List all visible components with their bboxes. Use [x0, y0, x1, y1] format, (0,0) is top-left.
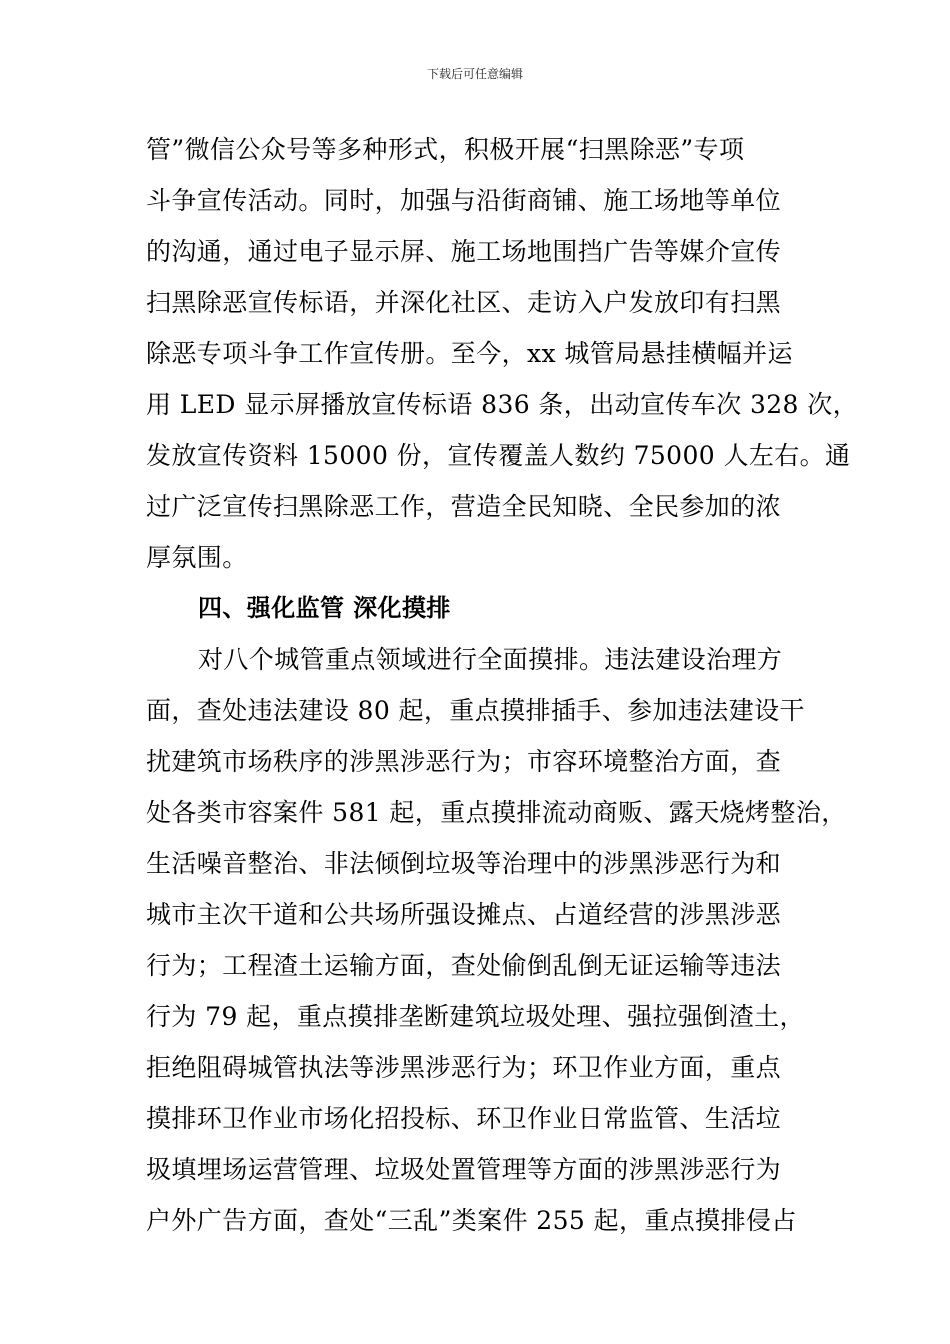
text-line: 过广泛宣传扫黑除恶工作，营造全民知晓、全民参加的浓	[146, 492, 782, 521]
text-line: 户外广告方面，查处“三乱”类案件 255 起，重点摸排侵占	[146, 1206, 797, 1235]
text-line: 除恶专项斗争工作宣传册。至今，xx 城管局悬挂横幅并运	[146, 339, 793, 368]
text-line: 斗争宣传活动。同时，加强与沿街商铺、施工场地等单位	[146, 186, 782, 215]
text-line: 圾填埋场运营管理、垃圾处置管理等方面的涉黑涉恶行为	[146, 1155, 782, 1184]
text-line: 生活噪音整治、非法倾倒垃圾等治理中的涉黑涉恶行为和	[146, 849, 782, 878]
paragraph-publicity	[146, 124, 859, 583]
text-line: 发放宣传资料 15000 份，宣传覆盖人数约 75000 人左右。通	[146, 441, 851, 470]
text-line: 对八个城管重点领域进行全面摸排。违法建设治理方	[198, 645, 783, 674]
text-line: 扰建筑市场秩序的涉黑涉恶行为；市容环境整治方面，查	[146, 747, 782, 776]
text-line: 面，查处违法建设 80 起，重点摸排插手、参加违法建设干	[146, 696, 805, 725]
paragraph-investigation	[146, 634, 847, 1246]
text-line: 拒绝阻碍城管执法等涉黑涉恶行为；环卫作业方面，重点	[146, 1053, 782, 1082]
text-line: 扫黑除恶宣传标语，并深化社区、走访入户发放印有扫黑	[146, 288, 782, 317]
text-line: 厚氛围。	[146, 543, 248, 572]
text-line: 的沟通，通过电子显示屏、施工场地围挡广告等媒介宣传	[146, 237, 782, 266]
text-line: 管”微信公众号等多种形式，积极开展“扫黑除恶”专项	[146, 135, 745, 164]
text-line: 处各类市容案件 581 起，重点摸排流动商贩、露天烧烤整治，	[146, 798, 847, 827]
text-line: 城市主次干道和公共场所强设摊点、占道经营的涉黑涉恶	[146, 900, 782, 929]
page-header: 下载后可任意编辑	[426, 67, 523, 81]
text-line: 摸排环卫作业市场化招投标、环卫作业日常监管、生活垃	[146, 1104, 782, 1133]
text-line: 用 LED 显示屏播放宣传标语 836 条，出动宣传车次 328 次，	[146, 390, 859, 419]
document-body	[146, 124, 859, 1246]
text-line: 行为；工程渣土运输方面，查处偷倒乱倒无证运输等违法	[146, 951, 782, 980]
section-heading: 四、强化监管 深化摸排	[198, 594, 451, 622]
text-line: 行为 79 起，重点摸排垄断建筑垃圾处理、强拉强倒渣土，	[146, 1002, 805, 1031]
